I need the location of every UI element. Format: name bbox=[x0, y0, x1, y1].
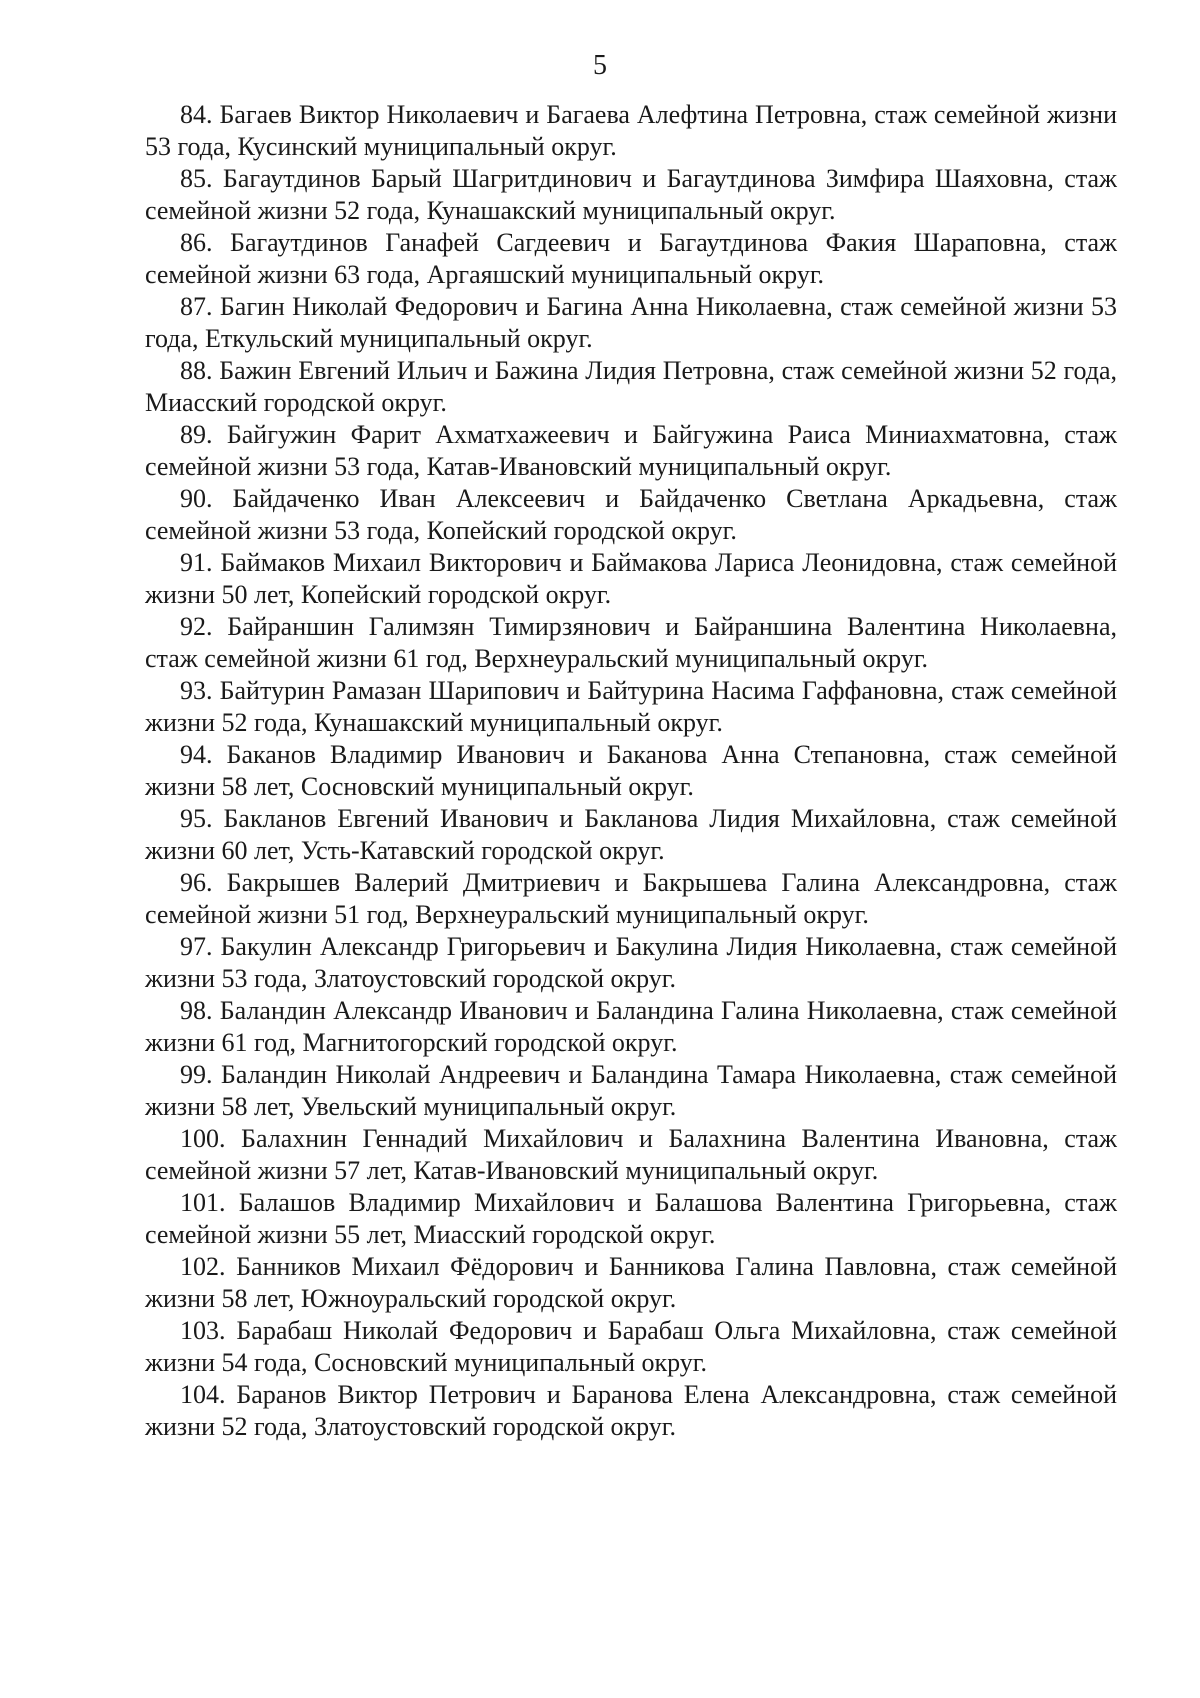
entry-number: 96. bbox=[180, 868, 213, 897]
list-item bbox=[145, 291, 1117, 355]
entry-number: 87. bbox=[180, 292, 213, 321]
entry-number: 88. bbox=[180, 356, 213, 385]
entry-number: 100. bbox=[180, 1124, 226, 1153]
entry-text: Байтурин Рамазан Шарипович и Байтурина Насима Гаффановна, стаж семейной жизни 52 года, Кунашакский муниципальный округ. bbox=[145, 676, 1118, 737]
entries-list bbox=[145, 99, 1117, 1443]
list-item bbox=[145, 99, 1117, 163]
entry-number: 104. bbox=[180, 1380, 226, 1409]
entry-text: Балахнин Геннадий Михайлович и Балахнина Валентина Ивановна, стаж семейной жизни 57 лет, Катав-Ивановский муниципальный округ. bbox=[145, 1124, 1117, 1185]
entry-number: 93. bbox=[180, 676, 213, 705]
entry-text: Байгужин Фарит Ахматхажеевич и Байгужина Раиса Миниахматовна, стаж семейной жизни 53 года, Катав-Ивановский муниципальный округ. bbox=[145, 420, 1117, 481]
entry-number: 85. bbox=[180, 164, 213, 193]
entry-number: 86. bbox=[180, 228, 213, 257]
entry-text: Бакулин Александр Григорьевич и Бакулина Лидия Николаевна, стаж семейной жизни 53 года, Златоустовский городской округ. bbox=[145, 932, 1117, 993]
page-number: 5 bbox=[593, 50, 607, 81]
list-item bbox=[145, 803, 1117, 867]
list-item bbox=[145, 227, 1117, 291]
list-item bbox=[145, 163, 1117, 227]
entry-text: Бакланов Евгений Иванович и Бакланова Лидия Михайловна, стаж семейной жизни 60 лет, Усть-Катавский городской округ. bbox=[145, 804, 1117, 865]
entry-text: Байдаченко Иван Алексеевич и Байдаченко Светлана Аркадьевна, стаж семейной жизни 53 года, Копейский городской округ. bbox=[145, 484, 1117, 545]
entry-text: Багаутдинов Ганафей Сагдеевич и Багаутдинова Факия Шараповна, стаж семейной жизни 63 года, Аргаяшский муниципальный округ. bbox=[145, 228, 1118, 289]
entry-text: Бажин Евгений Ильич и Бажина Лидия Петровна, стаж семейной жизни 52 года, Миасский городской округ. bbox=[145, 356, 1117, 417]
entry-text: Балашов Владимир Михайлович и Балашова Валентина Григорьевна, стаж семейной жизни 55 лет, Миасский городской округ. bbox=[145, 1188, 1118, 1249]
entry-number: 98. bbox=[180, 996, 213, 1025]
entry-text: Баканов Владимир Иванович и Баканова Анна Степановна, стаж семейной жизни 58 лет, Сосновский муниципальный округ. bbox=[145, 740, 1117, 801]
list-item bbox=[145, 739, 1117, 803]
entry-number: 101. bbox=[180, 1188, 226, 1217]
entry-number: 94. bbox=[180, 740, 213, 769]
list-item bbox=[145, 611, 1117, 675]
entry-number: 95. bbox=[180, 804, 213, 833]
list-item bbox=[145, 931, 1117, 995]
list-item bbox=[145, 419, 1117, 483]
list-item bbox=[145, 995, 1117, 1059]
list-item bbox=[145, 1379, 1117, 1443]
entry-text: Баймаков Михаил Викторович и Баймакова Лариса Леонидовна, стаж семейной жизни 50 лет, Копейский городской округ. bbox=[145, 548, 1118, 609]
entry-number: 102. bbox=[180, 1252, 226, 1281]
entry-number: 92. bbox=[180, 612, 213, 641]
list-item bbox=[145, 675, 1117, 739]
entry-number: 91. bbox=[180, 548, 213, 577]
entry-number: 90. bbox=[180, 484, 213, 513]
entry-text: Барабаш Николай Федорович и Барабаш Ольга Михайловна, стаж семейной жизни 54 года, Сосновский муниципальный округ. bbox=[145, 1316, 1118, 1377]
list-item bbox=[145, 1123, 1117, 1187]
entry-text: Байраншин Галимзян Тимирзянович и Байраншина Валентина Николаевна, стаж семейной жизни 61 год, Верхнеуральский муниципальный округ. bbox=[145, 612, 1117, 673]
entry-text: Баранов Виктор Петрович и Баранова Елена Александровна, стаж семейной жизни 52 года, Златоустовский городской округ. bbox=[145, 1380, 1118, 1441]
list-item bbox=[145, 355, 1117, 419]
list-item bbox=[145, 547, 1117, 611]
list-item bbox=[145, 1251, 1117, 1315]
list-item bbox=[145, 483, 1117, 547]
list-item bbox=[145, 1059, 1117, 1123]
list-item bbox=[145, 1187, 1117, 1251]
entry-text: Багин Николай Федорович и Багина Анна Николаевна, стаж семейной жизни 53 года, Еткульский муниципальный округ. bbox=[145, 292, 1118, 353]
entry-text: Багаев Виктор Николаевич и Багаева Алефтина Петровна, стаж семейной жизни 53 года, Кусинский муниципальный округ. bbox=[145, 100, 1117, 161]
entry-number: 103. bbox=[180, 1316, 226, 1345]
entry-number: 99. bbox=[180, 1060, 213, 1089]
entry-text: Баландин Александр Иванович и Баландина Галина Николаевна, стаж семейной жизни 61 год, Магнитогорский городской округ. bbox=[145, 996, 1118, 1057]
entry-text: Бакрышев Валерий Дмитриевич и Бакрышева Галина Александровна, стаж семейной жизни 51 год, Верхнеуральский муниципальный округ. bbox=[145, 868, 1117, 929]
entry-number: 84. bbox=[180, 100, 213, 129]
list-item bbox=[145, 867, 1117, 931]
entry-text: Багаутдинов Барый Шагритдинович и Багаутдинова Зимфира Шаяховна, стаж семейной жизни 52 года, Кунашакский муниципальный округ. bbox=[145, 164, 1118, 225]
list-item bbox=[145, 1315, 1117, 1379]
entry-number: 97. bbox=[180, 932, 213, 961]
entry-text: Банников Михаил Фёдорович и Банникова Галина Павловна, стаж семейной жизни 58 лет, Южноуральский городской округ. bbox=[145, 1252, 1118, 1313]
entry-text: Баландин Николай Андреевич и Баландина Тамара Николаевна, стаж семейной жизни 58 лет, Увельский муниципальный округ. bbox=[145, 1060, 1118, 1121]
entry-number: 89. bbox=[180, 420, 213, 449]
